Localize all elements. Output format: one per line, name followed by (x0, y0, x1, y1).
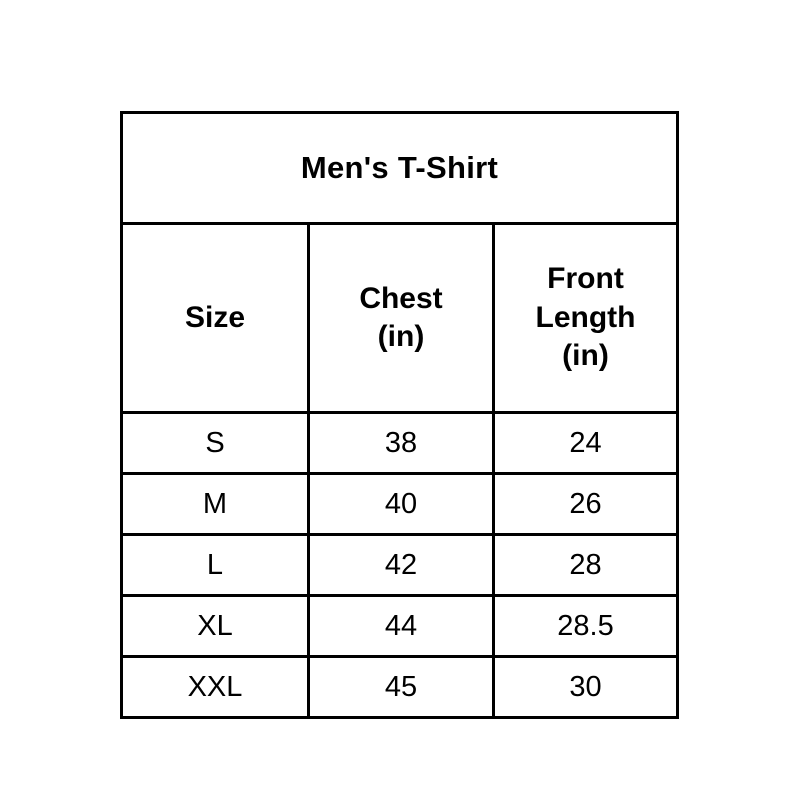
size-chart-table (120, 111, 679, 719)
cell-chest: 38 (309, 413, 494, 474)
column-header-front-length-line-2: Length (535, 300, 636, 334)
cell-size: S (122, 413, 309, 474)
cell-chest: 42 (309, 535, 494, 596)
cell-chest: 40 (309, 474, 494, 535)
size-chart-container (120, 111, 676, 719)
table-title-row (122, 113, 678, 224)
cell-size: M (122, 474, 309, 535)
cell-front-length: 30 (494, 657, 678, 718)
table-row (122, 596, 678, 657)
table-row (122, 413, 678, 474)
table-row (122, 657, 678, 718)
cell-size: XL (122, 596, 309, 657)
column-header-chest-line-1: Chest (359, 281, 443, 315)
column-header-size-line-1: Size (184, 300, 246, 334)
cell-front-length: 28.5 (494, 596, 678, 657)
column-header-front-length-line-1: Front (547, 262, 624, 296)
table-row (122, 474, 678, 535)
column-header-size (122, 224, 309, 413)
cell-chest: 45 (309, 657, 494, 718)
table-row (122, 535, 678, 596)
column-header-front-length (494, 224, 678, 413)
cell-front-length: 24 (494, 413, 678, 474)
cell-size: L (122, 535, 309, 596)
table-header-row (122, 224, 678, 413)
cell-front-length: 26 (494, 474, 678, 535)
cell-size: XXL (122, 657, 309, 718)
cell-front-length: 28 (494, 535, 678, 596)
column-header-chest-line-2: (in) (377, 320, 425, 353)
column-header-chest (309, 224, 494, 413)
cell-chest: 44 (309, 596, 494, 657)
page-title: Men's T-Shirt (122, 113, 678, 224)
column-header-front-length-line-3: (in) (562, 339, 609, 373)
